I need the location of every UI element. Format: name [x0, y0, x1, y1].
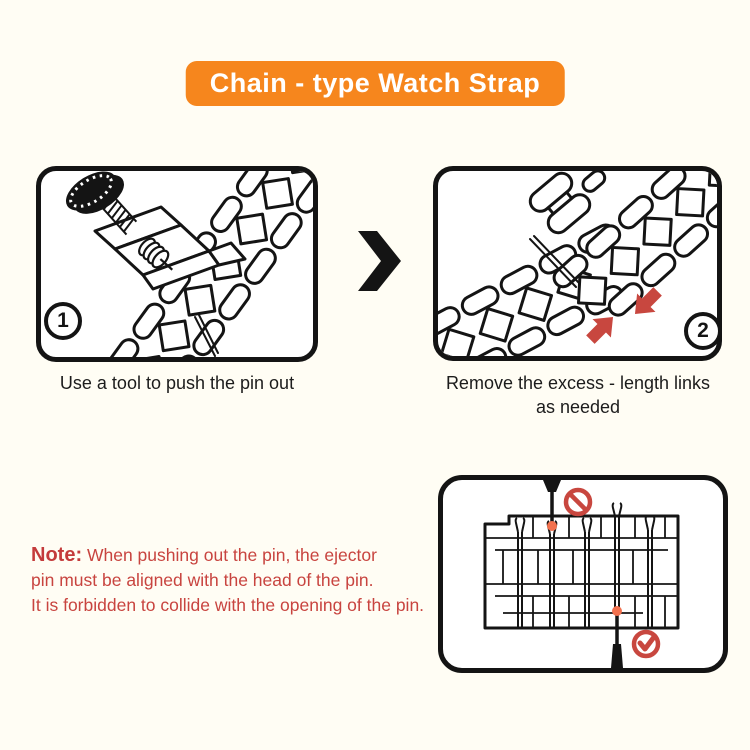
note-line1: When pushing out the pin, the ejector	[86, 545, 377, 565]
step2-panel	[433, 166, 722, 361]
no-entry-icon	[566, 490, 590, 514]
page-title: Chain - type Watch Strap	[209, 68, 541, 98]
note-text	[31, 543, 461, 618]
pin-alignment-panel	[438, 475, 728, 673]
step1-number-badge: 1	[44, 302, 82, 340]
chevron-right-icon	[356, 230, 402, 292]
title-banner	[186, 61, 565, 106]
step2-caption	[420, 371, 736, 419]
check-circle-icon	[634, 632, 658, 656]
step2-caption-line1: Remove the excess - length links	[445, 373, 711, 393]
pin-removal-tool-illustration	[41, 171, 313, 357]
contact-dot-top	[547, 521, 557, 531]
note-line3: It is forbidden to collide with the opening of the pin.	[31, 595, 425, 615]
step2-caption-line2: as needed	[535, 397, 621, 417]
contact-dot-bottom	[612, 606, 622, 616]
links-separated-illustration	[438, 171, 717, 356]
pin-alignment-illustration	[443, 480, 723, 668]
step1-panel	[36, 166, 318, 362]
note-line2: pin must be aligned with the head of the pin.	[31, 570, 374, 590]
step1-caption: Use a tool to push the pin out	[59, 373, 295, 393]
note-label: Note:	[31, 544, 83, 566]
step2-number-badge: 2	[684, 312, 722, 350]
band-cross-section-drawing	[485, 516, 678, 628]
